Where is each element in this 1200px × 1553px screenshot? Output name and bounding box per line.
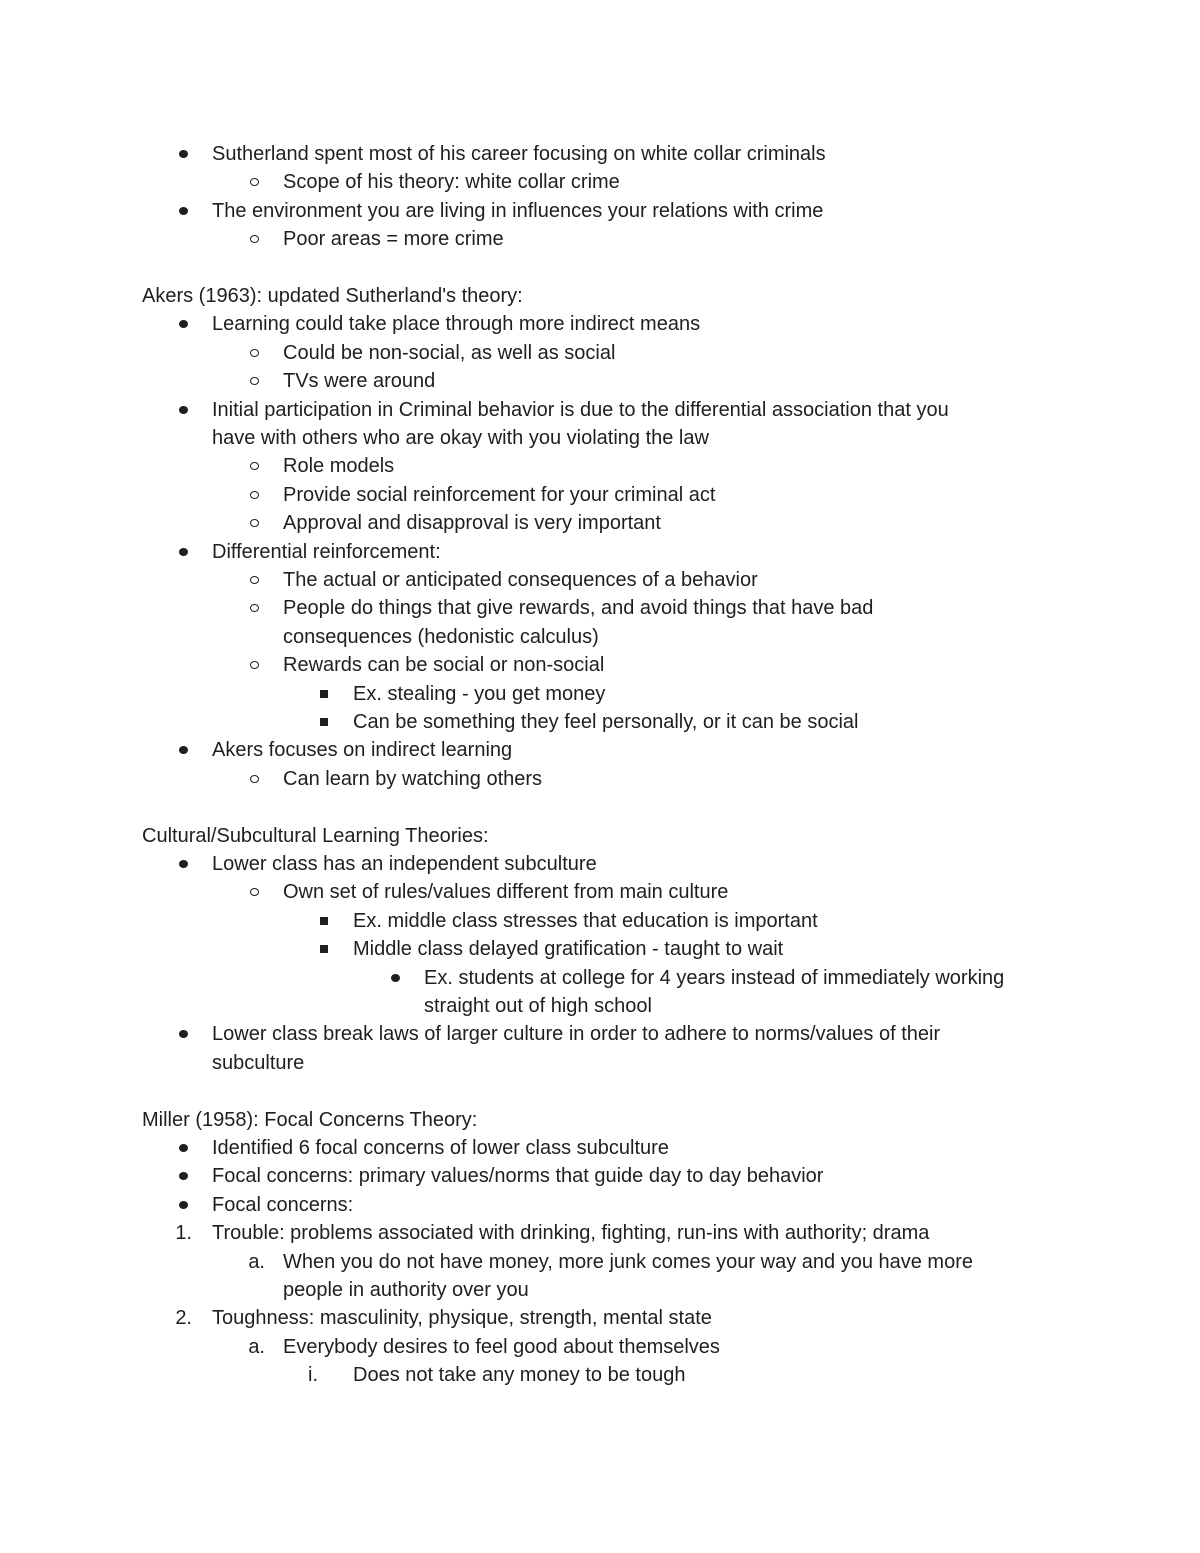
list-item-text: Toughness: masculinity, physique, strength, mental state (212, 1307, 712, 1330)
bullet-circle-icon (250, 576, 259, 584)
list-item-text: TVs were around (283, 370, 436, 393)
list-item-text: Ex. students at college for 4 years instead of immediately working (424, 966, 1005, 989)
list-item-text: people in authority over you (283, 1279, 529, 1301)
list-item-text: Focal concerns: primary values/norms that guide day to day behavior (212, 1165, 824, 1188)
list-item-text: have with others who are okay with you violating the law (212, 427, 709, 449)
bullet-circle-icon (250, 178, 259, 186)
list-item-text: Scope of his theory: white collar crime (283, 171, 620, 194)
list-item-text: When you do not have money, more junk comes your way and you have more (283, 1250, 973, 1273)
section-heading: Miller (1958): Focal Concerns Theory: (142, 1108, 478, 1131)
list-item-text: consequences (hedonistic calculus) (283, 625, 599, 648)
list-item-text: Rewards can be social or non-social (283, 654, 605, 677)
list-number: a. (248, 1250, 265, 1273)
list-item-text: Can learn by watching others (283, 767, 543, 790)
bullet-circle-icon (250, 235, 259, 243)
list-item-text: Trouble: problems associated with drinking, fighting, run-ins with authority; drama (212, 1222, 930, 1245)
bullet-circle-icon (250, 888, 259, 896)
list-item-text: Middle class delayed gratification - taught to wait (353, 938, 784, 961)
bullet-dot-icon (179, 150, 188, 158)
list-item-text: Can be something they feel personally, or it can be social (353, 711, 859, 733)
bullet-dot-icon (179, 548, 188, 556)
list-item-text: Everybody desires to feel good about themselves (283, 1335, 720, 1358)
list-number: 2. (175, 1307, 192, 1330)
list-item-text: Ex. middle class stresses that education is important (353, 909, 818, 932)
bullet-dot-icon (179, 207, 188, 215)
list-number: 1. (175, 1222, 192, 1245)
list-number: a. (248, 1335, 265, 1358)
list-item-text: Approval and disapproval is very important (283, 512, 661, 535)
list-item-text: Akers focuses on indirect learning (212, 739, 513, 762)
bullet-dot-icon (179, 746, 188, 754)
section-heading: Akers (1963): updated Sutherland's theory: (142, 285, 523, 307)
bullet-circle-icon (250, 491, 259, 499)
bullet-dot-icon (179, 406, 188, 414)
bullet-square-icon (320, 945, 328, 953)
list-item-text: Own set of rules/values different from main culture (283, 881, 729, 904)
bullet-circle-icon (250, 462, 259, 470)
bullet-circle-icon (250, 661, 259, 669)
list-item-text: Role models (283, 455, 395, 478)
section-heading: Cultural/Subcultural Learning Theories: (142, 824, 489, 847)
bullet-square-icon (320, 718, 328, 726)
list-item-text: Identified 6 focal concerns of lower class subculture (212, 1137, 669, 1159)
list-item-text: Lower class break laws of larger culture in order to adhere to norms/values of their (212, 1023, 941, 1046)
bullet-dot-icon (179, 860, 188, 868)
list-item-text: Lower class has an independent subculture (212, 853, 597, 875)
list-item-text: Could be non-social, as well as social (283, 341, 616, 364)
bullet-circle-icon (250, 775, 259, 783)
list-number: i. (308, 1364, 318, 1387)
list-item-text: Ex. stealing - you get money (353, 682, 606, 705)
list-item-text: Provide social reinforcement for your criminal act (283, 483, 716, 506)
bullet-circle-icon (250, 604, 259, 612)
list-item-text: The environment you are living in influences your relations with crime (212, 199, 824, 222)
list-item-text: subculture (212, 1051, 305, 1074)
list-item-text: Poor areas = more crime (283, 228, 504, 251)
list-item-text: Initial participation in Criminal behavior is due to the differential association that you (212, 398, 949, 421)
list-item-text: Focal concerns: (212, 1193, 354, 1216)
bullet-dot-icon (179, 1172, 188, 1180)
bullet-dot-icon (179, 1030, 188, 1038)
bullet-dot-icon (179, 320, 188, 328)
list-item-text: Differential reinforcement: (212, 540, 441, 563)
bullet-circle-icon (250, 349, 259, 357)
list-item-text: Sutherland spent most of his career focusing on white collar criminals (212, 143, 826, 165)
bullet-dot-icon (179, 1144, 188, 1152)
list-item-text: People do things that give rewards, and avoid things that have bad (283, 597, 874, 620)
bullet-square-icon (320, 917, 328, 925)
list-item-text: Learning could take place through more indirect means (212, 313, 701, 336)
list-item-text: straight out of high school (424, 995, 652, 1017)
bullet-dot-icon (179, 1201, 188, 1209)
bullet-circle-icon (250, 519, 259, 527)
bullet-circle-icon (250, 377, 259, 385)
list-item-text: Does not take any money to be tough (353, 1364, 686, 1387)
list-item-text: The actual or anticipated consequences of a behavior (283, 569, 758, 591)
bullet-square-icon (320, 690, 328, 698)
bullet-dot-icon (391, 974, 400, 982)
